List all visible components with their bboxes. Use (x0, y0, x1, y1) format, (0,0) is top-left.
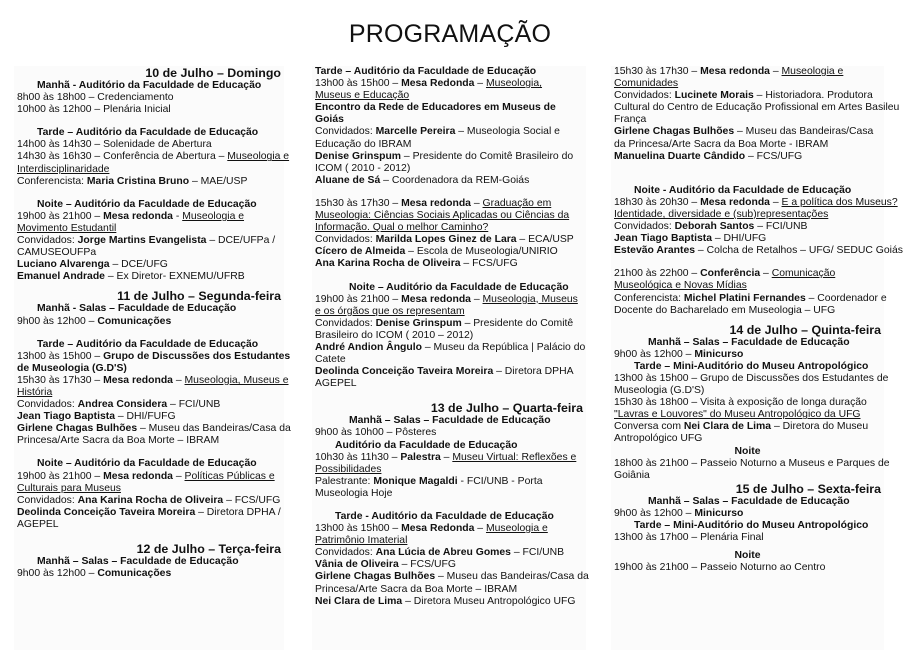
session-heading: Manhã – Salas – Faculdade de Educação (37, 556, 239, 567)
event-topic: e os órgãos que os representam (315, 305, 465, 317)
schedule-line: 8h00 às 18h00 – Credenciamento (17, 92, 174, 104)
speaker-line: Estevão Arantes – Colcha de Retalhos – UFG/ SEDUC Goiás (614, 245, 903, 257)
session-heading: Noite – Auditório da Faculdade de Educação (37, 458, 257, 470)
speaker-line: da Princesa/Arte Sacra da Boa Morte - IBRAM (614, 138, 829, 150)
schedule-line: 13h00 às 15h00 – Mesa Redonda – Museologia e (315, 523, 548, 535)
page-title: PROGRAMAÇÃO (348, 20, 552, 48)
speaker-line: AGEPEL (315, 378, 357, 390)
speaker-line: Educação do IBRAM (315, 138, 412, 150)
event-topic: Patrimônio Imaterial (315, 535, 408, 547)
event-topic: Interdisciplinaridade (17, 163, 110, 175)
speaker-line: Girlene Chagas Bulhões – Museu das Bandeiras/Casa (614, 126, 874, 138)
session-heading: Manhã – Salas – Faculdade de Educação (648, 336, 850, 348)
speaker-line: Convidados: Marcelle Pereira – Museologia Social e (315, 126, 560, 138)
speaker-line: Luciano Alvarenga – DCE/UFG (17, 259, 168, 271)
schedule-line: 13h00 às 17h00 – Plenária Final (614, 532, 764, 544)
event-topic: Museológica e Novas Mídias (614, 280, 747, 292)
session-heading: Noite - Auditório da Faculdade de Educação (634, 184, 852, 196)
session-heading: Noite (734, 445, 761, 457)
program-column-3 (611, 66, 903, 650)
event-topic: Comunidades (614, 78, 679, 90)
event-topic: Museologia: Ciências Sociais Aplicadas ou Ciências da (315, 210, 570, 222)
event-topic: Possibilidades (315, 463, 382, 475)
session-heading: Tarde – Auditório da Faculdade de Educação (37, 338, 259, 350)
event-topic: Museus e Educação (315, 90, 410, 102)
speaker-line: André Andion Ângulo – Museu da República | Palácio do (315, 341, 586, 353)
event-topic: Encontro da Rede de Educadores em Museus de (315, 102, 556, 114)
speaker-line: França (614, 114, 647, 126)
speaker-line: Emanuel Andrade – Ex Diretor- EXNEMU/UFRB (17, 271, 245, 283)
schedule-line: 19h00 às 21h00 – Mesa redonda - Museologia e (17, 210, 245, 222)
schedule-line: 15h30 às 17h30 – Mesa redonda – Graduação em (315, 197, 552, 209)
speaker-line: Convidados: Ana Lúcia de Abreu Gomes – FCI/UNB (315, 547, 565, 559)
speaker-line: Convidados: Jorge Martins Evangelista – DCE/UFPa / (17, 235, 276, 247)
speaker-line: Palestrante: Monique Magaldi - FCI/UNB - Porta (315, 475, 543, 487)
schedule-line: 10h00 às 12h00 – Plenária Inicial (17, 104, 171, 116)
speaker-line: Jean Tiago Baptista – DHI/FUFG (17, 411, 176, 423)
session-heading: Tarde – Auditório da Faculdade de Educação (37, 127, 259, 139)
speaker-line: Deolinda Conceição Taveira Moreira – Diretora DPHA (315, 366, 574, 378)
speaker-line: Convidados: Denise Grinspum – Presidente do Comitê (315, 317, 574, 329)
session-heading: Tarde – Mini-Auditório do Museu Antropológico (634, 520, 869, 531)
speaker-line: Convidados: Andrea Considera – FCI/UNB (17, 399, 221, 411)
session-heading: Tarde - Auditório da Faculdade de Educação (335, 511, 554, 522)
day-heading: 15 de Julho – Sexta-feira (735, 481, 881, 496)
schedule-line: 19h00 às 21h00 – Mesa redonda – Políticas Públicas e (17, 470, 275, 482)
speaker-line: Catete (315, 354, 346, 366)
schedule-line: 15h30 às 17h30 – Mesa redonda – Museologia, Museus e (17, 374, 289, 386)
program-column-1 (14, 66, 291, 650)
schedule-line: 10h30 às 11h30 – Palestra – Museu Virtual: Reflexões e (315, 451, 577, 463)
speaker-line: Conferencista: Michel Platini Fernandes – Coordenador e (614, 292, 887, 304)
schedule-line: 9h00 às 12h00 – Comunicações (17, 315, 172, 327)
session-heading: Manhã – Salas – Faculdade de Educação (349, 415, 551, 427)
schedule-line: 18h30 às 20h30 – Mesa redonda – E a política dos Museus? (614, 196, 898, 208)
speaker-line: Ana Karina Rocha de Oliveira – FCS/UFG (315, 258, 518, 270)
speaker-line: Convidados: Marilda Lopes Ginez de Lara – ECA/USP (315, 234, 574, 246)
speaker-line: Vânia de Oliveira – FCS/UFG (315, 559, 456, 571)
speaker-line: Convidados: Deborah Santos – FCI/UNB (614, 221, 808, 233)
schedule-line: 15h30 às 17h30 – Mesa redonda – Museologia e (614, 66, 844, 77)
schedule-line: 19h00 às 21h00 – Passeio Noturno ao Centro (614, 562, 826, 574)
schedule-line: 13h00 às 15h00 – Grupo de Discussões dos Estudantes de (614, 372, 889, 384)
program-column-2 (312, 66, 589, 650)
day-heading: 12 de Julho – Terça-feira (136, 542, 281, 556)
event-topic: Goiás (315, 114, 344, 126)
schedule-line: 13h00 às 15h00 – Grupo de Discussões dos Estudantes (17, 350, 291, 362)
speaker-line: Conversa com Nei Clara de Lima – Diretora do Museu (614, 421, 869, 433)
speaker-line: Antropológico UFG (614, 433, 703, 445)
event-topic: Culturais para Museus (17, 482, 121, 494)
event-topic: "Lavras e Louvores" do Museu Antropológico da UFG (614, 409, 861, 421)
session-heading: Noite (734, 550, 761, 562)
schedule-line: 15h30 às 18h00 – Visita à exposição de longa duração (614, 397, 867, 409)
schedule-line: 9h00 às 12h00 – Minicurso (614, 348, 744, 360)
session-heading: Auditório da Faculdade de Educação (335, 439, 518, 451)
schedule-line: 9h00 às 12h00 – Minicurso (614, 507, 744, 519)
speaker-line: Cultural do Centro de Educação Profissional em Artes Basileu (614, 102, 900, 114)
session-heading: Noite – Auditório da Faculdade de Educação (349, 281, 569, 293)
session-heading: Manhã - Salas – Faculdade de Educação (37, 303, 237, 315)
speaker-line: Convidados: Ana Karina Rocha de Oliveira – FCS/UFG (17, 494, 281, 506)
day-heading: 10 de Julho – Domingo (145, 66, 281, 80)
speaker-line: Aluane de Sá – Coordenadora da REM-Goiás (315, 174, 530, 186)
speaker-line: Museologia Hoje (315, 487, 393, 499)
speaker-line: Nei Clara de Lima – Diretora Museu Antropológico UFG (315, 595, 576, 607)
speaker-line: Convidados: Lucinete Morais – Historiadora. Produtora (614, 90, 873, 102)
session-heading: Tarde – Auditório da Faculdade de Educação (315, 66, 537, 77)
speaker-line: ICOM ( 2010 - 2012) (315, 162, 411, 174)
event-topic: Movimento Estudantil (17, 222, 117, 234)
day-heading: 14 de Julho – Quinta-feira (729, 322, 881, 337)
day-heading: 13 de Julho – Quarta-feira (430, 401, 583, 416)
speaker-line: Princesa/Arte Sacra da Boa Morte – IBRAM (17, 435, 220, 447)
schedule-line: 14h30 às 16h30 – Conferência de Abertura – Museologia e (17, 151, 290, 163)
schedule-line: Goiânia (614, 469, 650, 481)
session-heading: Noite – Auditório da Faculdade de Educação (37, 198, 257, 210)
event-topic: História (17, 386, 53, 398)
day-heading: 11 de Julho – Segunda-feira (117, 289, 281, 304)
schedule-line: Museologia (G.D'S) (614, 385, 705, 397)
schedule-line: 13h00 às 15h00 – Mesa Redonda – Museologia, (315, 78, 543, 90)
speaker-line: AGEPEL (17, 518, 59, 530)
session-heading: Manhã – Salas – Faculdade de Educação (648, 495, 850, 507)
speaker-line: Denise Grinspum – Presidente do Comitê Brasileiro do (315, 150, 574, 162)
speaker-line: CAMUSEOUFPa (17, 247, 97, 259)
speaker-line: Deolinda Conceição Taveira Moreira – Diretora DPHA / (17, 506, 281, 518)
speaker-line: Jean Tiago Baptista – DHI/UFG (614, 233, 767, 245)
speaker-line: Girlene Chagas Bulhões – Museu das Bandeiras/Casa da (315, 571, 589, 583)
speaker-line: Docente do Bacharelado em Museologia – UFG (614, 304, 836, 316)
session-heading: Tarde – Mini-Auditório do Museu Antropológico (634, 360, 869, 372)
schedule-line: 19h00 às 21h00 – Mesa redonda – Museologia, Museus (315, 293, 578, 305)
event-topic: Identidade, diversidade e (sub)representações (614, 208, 829, 220)
session-heading: Manhã - Auditório da Faculdade de Educação (37, 80, 262, 91)
schedule-line: 9h00 às 10h00 – Pôsteres (315, 427, 437, 439)
speaker-line: Cícero de Almeida – Escola de Museologia/UNIRIO (315, 246, 558, 258)
event-topic: Informação. Qual o melhor Caminho? (315, 222, 489, 234)
schedule-line: 21h00 às 22h00 – Conferência – Comunicação (614, 268, 836, 280)
schedule-line: 9h00 às 12h00 – Comunicações (17, 568, 172, 580)
event-topic: de Museologia (G.D'S) (17, 362, 127, 374)
speaker-line: Manuelina Duarte Cândido – FCS/UFG (614, 150, 803, 162)
speaker-line: Conferencista: Maria Cristina Bruno – MAE/USP (17, 175, 248, 187)
schedule-line: 18h00 às 21h00 – Passeio Noturno a Museus e Parques de (614, 457, 890, 469)
schedule-line: 14h00 às 14h30 – Solenidade de Abertura (17, 139, 212, 151)
speaker-line: Princesa/Arte Sacra da Boa Morte – IBRAM (315, 583, 518, 595)
speaker-line: Girlene Chagas Bulhões – Museu das Bandeiras/Casa da (17, 423, 291, 435)
speaker-line: Brasileiro do ICOM ( 2010 – 2012) (315, 329, 474, 341)
